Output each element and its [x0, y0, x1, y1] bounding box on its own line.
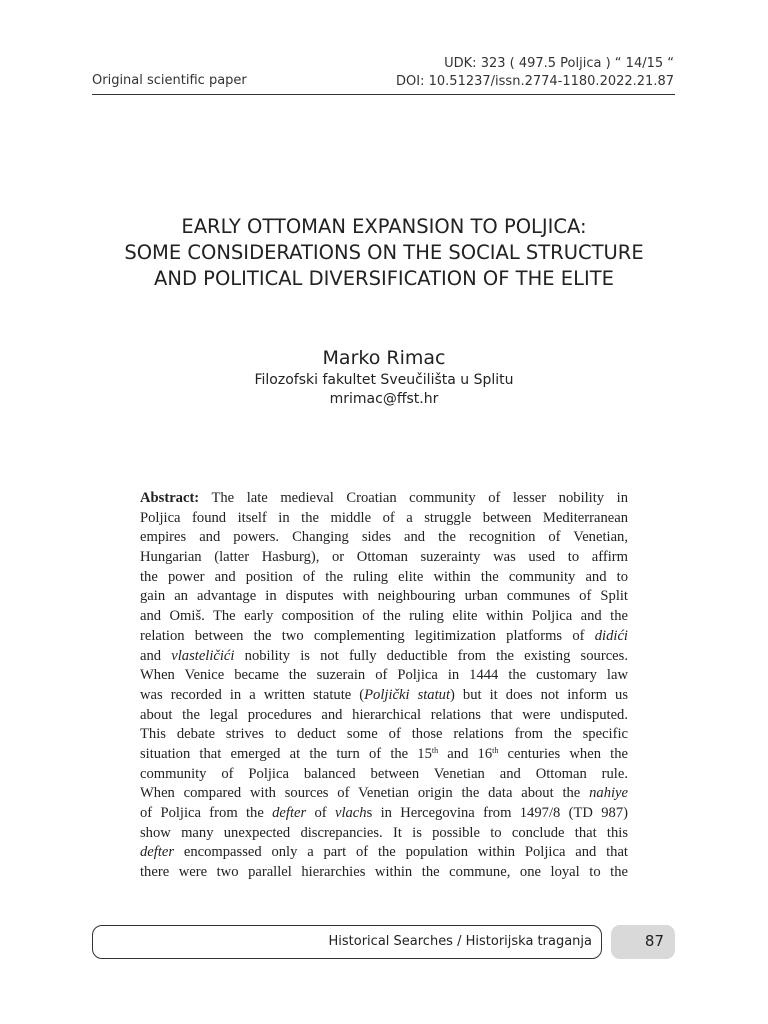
author-name: Marko Rimac [322, 347, 446, 369]
title-line: EARLY OTTOMAN EXPANSION TO POLJICA: [181, 215, 587, 238]
abstract-line: Hungarian (latter Hasburg), or Ottoman suzerainty was used to affirm [140, 549, 628, 566]
abstract-line: relation between the two complementing legitimization platforms of didići [140, 627, 628, 644]
author-email: mrimac@ffst.hr [329, 391, 439, 407]
abstract-line: about the legal procedures and hierarchical relations that were undisputed. [140, 706, 628, 723]
abstract-line: of Poljica from the defter of vlachs in Hercegovina from 1497/8 (TD 987) [140, 805, 628, 821]
author-affiliation: Filozofski fakultet Sveučilišta u Splitu [254, 372, 514, 388]
journal-footer [92, 925, 602, 959]
abstract-body [140, 489, 628, 883]
header-divider [92, 94, 675, 95]
doi-label: DOI: 10.51237/issn.2774-1180.2022.21.87 [396, 74, 674, 89]
abstract-line: When Venice became the suzerain of Poljica in 1444 the customary law [140, 667, 628, 684]
journal-name: Historical Searches / Historijska traganja [328, 934, 592, 949]
abstract-line: the power and position of the ruling elite within the community and to [140, 568, 628, 585]
paper-title [40, 214, 728, 292]
page-number: 87 [644, 932, 664, 950]
udk-label: UDK: 323 ( 497.5 Poljica ) “ 14/15 “ [444, 56, 674, 71]
abstract-line: Abstract: The late medieval Croatian community of lesser nobility in [140, 490, 628, 506]
abstract-label: Abstract: [140, 490, 200, 506]
abstract-line: was recorded in a written statute (Poljički statut) but it does not inform us [140, 686, 628, 703]
title-line: SOME CONSIDERATIONS ON THE SOCIAL STRUCTURE [124, 241, 644, 264]
abstract-line: Poljica found itself in the middle of a struggle between Mediterranean [140, 509, 628, 526]
abstract-line: community of Poljica balanced between Venetian and Ottoman rule. [140, 765, 628, 782]
abstract-line: situation that emerged at the turn of the 15th and 16th centuries when the [140, 745, 628, 762]
paper-type-label: Original scientific paper [92, 73, 247, 88]
abstract-line: When compared with sources of Venetian origin the data about the nahiye [140, 785, 628, 802]
header-identifiers [396, 55, 674, 91]
abstract-line: gain an advantage in disputes with neighbouring urban communes of Split [140, 588, 628, 605]
title-line: AND POLITICAL DIVERSIFICATION OF THE ELITE [154, 267, 614, 290]
abstract-line: show many unexpected discrepancies. It is possible to conclude that this [140, 824, 628, 841]
abstract-line: This debate strives to deduct some of those relations from the specific [140, 726, 628, 743]
abstract-line: empires and powers. Changing sides and the recognition of Venetian, [140, 529, 628, 546]
abstract-line: there were two parallel hierarchies within the commune, one loyal to the [140, 864, 628, 881]
abstract-line: and Omiš. The early composition of the ruling elite within Poljica and the [140, 608, 628, 625]
abstract-line: and vlasteličići nobility is not fully deductible from the existing sources. [140, 647, 628, 664]
abstract-line: defter encompassed only a part of the population within Poljica and that [140, 844, 628, 861]
page-number-box [611, 925, 675, 959]
author-details [0, 371, 768, 409]
